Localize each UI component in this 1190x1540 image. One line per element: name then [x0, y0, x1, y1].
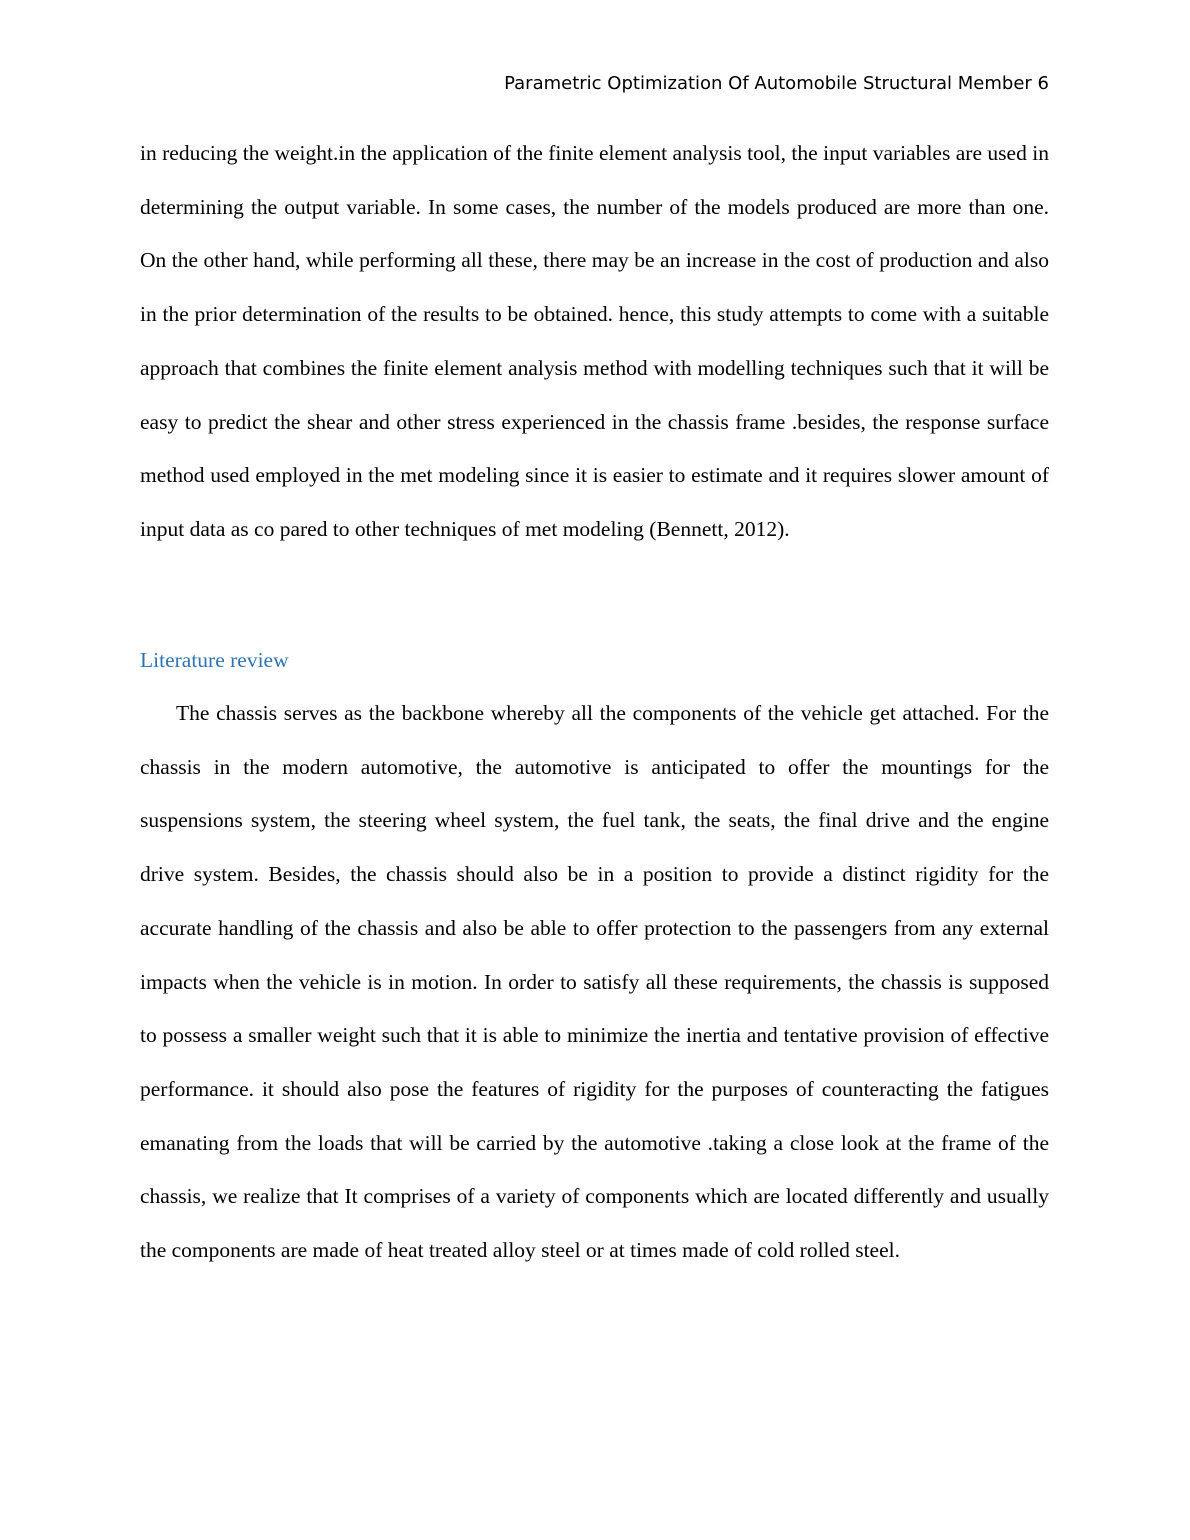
intro-paragraph: in reducing the weight.in the application of the finite element analysis tool, the input variables are used in determining the output variable. In some cases, the number of the models produced are more than one. On the other hand, while performing all these, there may be an increase in the cost of production and also in the prior determination of the results to be obtained. hence, this study attempts to come with a suitable approach that combines the finite element analysis method with modelling techniques such that it will be easy to predict the shear and other stress experienced in the chassis frame .besides, the response surface method used employed in the met modeling since it is easier to estimate and it requires slower amount of input data as co pared to other techniques of met modeling (Bennett, 2012). — [140, 141, 1049, 541]
running-head-title: Parametric Optimization Of Automobile Structural Member — [504, 73, 1032, 94]
running-header — [140, 71, 1049, 97]
page-number: 6 — [1037, 73, 1049, 94]
literature-review-paragraph: The chassis serves as the backbone whereby all the components of the vehicle get attached. For the chassis in the modern automotive, the automotive is anticipated to offer the mountings for the suspensions system, the steering wheel system, the fuel tank, the seats, the final drive and the engine drive system. Besides, the chassis should also be in a position to provide a distinct rigidity for the accurate handling of the chassis and also be able to offer protection to the passengers from any external impacts when the vehicle is in motion. In order to satisfy all these requirements, the chassis is supposed to possess a smaller weight such that it is able to minimize the inertia and tentative provision of effective performance. it should also pose the features of rigidity for the purposes of counteracting the fatigues emanating from the loads that will be carried by the automotive .taking a close look at the frame of the chassis, we realize that It comprises of a variety of components which are located differently and usually the components are made of heat treated alloy steel or at times made of cold rolled steel. — [140, 701, 1049, 1263]
section-heading-literature-review: Literature review — [140, 648, 289, 672]
